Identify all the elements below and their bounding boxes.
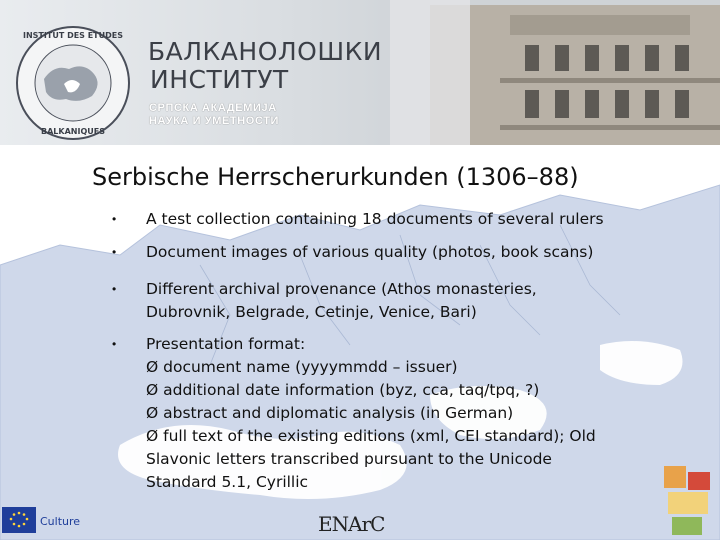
header-banner <box>0 0 720 145</box>
partner-logo <box>660 462 720 540</box>
sub-bullet-line: Ø abstract and diplomatic analysis (in German) <box>146 404 514 422</box>
bullet-marker: • <box>112 212 117 226</box>
academy-name <box>149 102 279 128</box>
building-photo <box>390 0 720 145</box>
bullet-item <box>146 241 646 264</box>
sub-bullet-line: Ø full text of the existing editions (xml, CEI standard); Old <box>146 427 596 445</box>
bullet-line: Document images of various quality (photos, book scans) <box>146 243 594 261</box>
bullet-marker: • <box>112 282 117 296</box>
bullet-line: A test collection containing 18 documents of several rulers <box>146 210 604 228</box>
slide-title: Serbische Herrscherurkunden (1306–88) <box>92 163 579 191</box>
bullet-item <box>146 208 646 231</box>
bullet-marker: • <box>112 337 117 351</box>
bullet-item <box>146 278 646 324</box>
enarc-logo: ENArC <box>318 512 385 536</box>
academy-name-line1: СРПСКА АКАДЕМИЈА <box>149 102 277 114</box>
eu-culture-label: Culture <box>40 515 81 528</box>
bullet-line: Dubrovnik, Belgrade, Cetinje, Venice, Bari) <box>146 303 477 321</box>
svg-text:BALKANIQUES: BALKANIQUES <box>41 127 105 136</box>
institute-name <box>148 38 382 94</box>
bullet-line: Slavonic letters transcribed pursuant to the Unicode <box>146 450 552 468</box>
institute-name-line1: БАЛКАНОЛОШКИ <box>148 37 383 66</box>
institute-seal-logo <box>14 24 132 142</box>
bullet-line: Standard 5.1, Cyrillic <box>146 473 309 491</box>
institute-name-line2: ИНСТИТУТ <box>150 65 289 94</box>
svg-text:INSTITUT DES ETUDES: INSTITUT DES ETUDES <box>23 31 123 40</box>
bullet-line: Different archival provenance (Athos monasteries, <box>146 280 537 298</box>
eu-culture-logo <box>0 505 98 535</box>
bullet-item <box>146 333 646 494</box>
sub-bullet-line: Ø additional date information (byz, cca, taq/tpq, ?) <box>146 381 540 399</box>
academy-name-line2: НАУКА И УМЕТНОСТИ <box>149 115 280 127</box>
bullet-marker: • <box>112 245 117 259</box>
sub-bullet-line: Ø document name (yyyymmdd – issuer) <box>146 358 458 376</box>
bullet-line: Presentation format: <box>146 335 306 353</box>
